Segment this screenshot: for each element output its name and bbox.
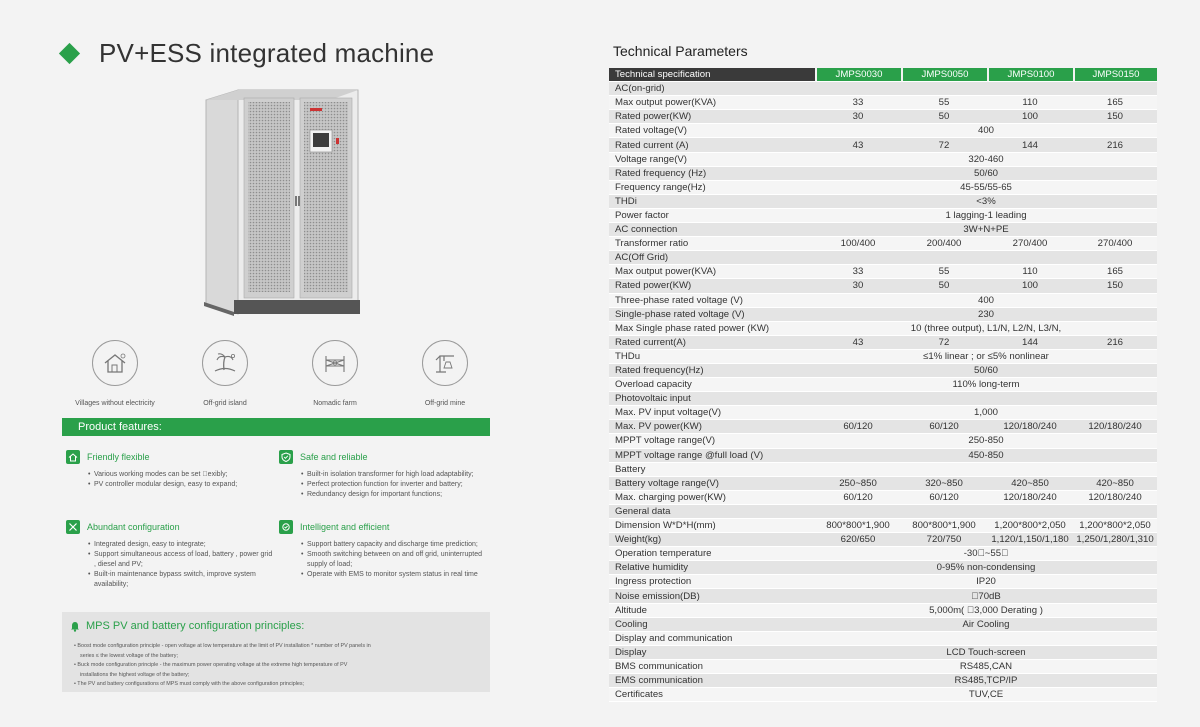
spec-value: 33	[815, 265, 901, 279]
feature-intelligent-efficient	[279, 520, 489, 580]
spec-value: 1,250/1,280/1,310	[1073, 533, 1157, 547]
scenario-island	[170, 340, 280, 407]
spec-value: 400	[815, 124, 1157, 138]
spec-header-label: Technical specification	[609, 68, 815, 82]
spec-value: 144	[987, 336, 1073, 350]
spec-label: Transformer ratio	[609, 237, 815, 251]
spec-value: 120/180/240	[987, 420, 1073, 434]
spec-label: Operation temperature	[609, 547, 815, 561]
spec-value: 50/60	[815, 364, 1157, 378]
spec-label: Noise emission(DB)	[609, 589, 815, 603]
feature-list	[66, 470, 276, 490]
feature-title: Friendly flexible	[87, 452, 150, 462]
spec-value: 50	[901, 279, 987, 293]
spec-section-fill	[815, 632, 1157, 646]
scenario-label: Nomadic farm	[313, 400, 357, 407]
spec-value: 270/400	[1073, 237, 1157, 251]
spec-value: 10 (three output), L1/N, L2/N, L3/N,	[815, 322, 1157, 336]
spec-label: AC(on-grid)	[609, 82, 815, 96]
spec-value: RS485,TCP/IP	[815, 674, 1157, 688]
spec-value: LCD Touch-screen	[815, 646, 1157, 660]
spec-label: Certificates	[609, 688, 815, 702]
mps-line: • The PV and battery configurations of MPS must comply with the above configuration principles;	[74, 681, 305, 688]
spec-row	[609, 308, 1157, 322]
feature-item: • Built-in isolation transformer for high load adaptability;	[301, 470, 489, 480]
feature-item: • Redundancy design for important functions;	[301, 490, 489, 500]
spec-value: -30 ~55 	[815, 547, 1157, 561]
model-header: JMPS0030	[815, 68, 901, 82]
spec-row	[609, 223, 1157, 237]
spec-row	[609, 477, 1157, 491]
spec-row	[609, 294, 1157, 308]
spec-value: 60/120	[815, 420, 901, 434]
spec-label: Max output power(KVA)	[609, 96, 815, 110]
spec-label: Single-phase rated voltage (V)	[609, 308, 815, 322]
spec-row	[609, 167, 1157, 181]
spec-value: 720/750	[901, 533, 987, 547]
spec-value: 5,000m(  3,000 Derating )	[815, 604, 1157, 618]
spec-section-row	[609, 251, 1157, 265]
model-header: JMPS0100	[987, 68, 1073, 82]
spec-value: 72	[901, 336, 987, 350]
spec-value: TUV,CE	[815, 688, 1157, 702]
spec-value: 1,200*800*2,050	[1073, 519, 1157, 533]
brochure-right-page	[600, 0, 1200, 727]
house-icon	[92, 340, 138, 386]
spec-section-row	[609, 463, 1157, 477]
spec-value: 150	[1073, 110, 1157, 124]
mps-title: MPS PV and battery configuration principles:	[86, 620, 305, 632]
spec-value: 30	[815, 279, 901, 293]
spec-value: 30	[815, 110, 901, 124]
bell-icon	[70, 621, 80, 632]
spec-section-fill	[815, 463, 1157, 477]
spec-label: Power factor	[609, 209, 815, 223]
spec-value: 120/180/240	[987, 491, 1073, 505]
tools-icon	[66, 520, 80, 534]
feature-title: Safe and reliable	[300, 452, 368, 462]
spec-value: 50/60	[815, 167, 1157, 181]
feature-list	[279, 540, 489, 580]
scenario-label: Villages without electricity	[75, 400, 155, 407]
spec-value: 110	[987, 96, 1073, 110]
feature-safe-reliable	[279, 450, 489, 500]
island-icon	[202, 340, 248, 386]
spec-row	[609, 674, 1157, 688]
shield-icon	[279, 450, 293, 464]
spec-row	[609, 279, 1157, 293]
spec-label: Max. PV power(KW)	[609, 420, 815, 434]
spec-label: Rated frequency (Hz)	[609, 167, 815, 181]
spec-label: THDu	[609, 350, 815, 364]
spec-value: 55	[901, 265, 987, 279]
spec-value: 800*800*1,900	[901, 519, 987, 533]
scenario-farm	[280, 340, 390, 407]
spec-value: 110	[987, 265, 1073, 279]
spec-value: 270/400	[987, 237, 1073, 251]
spec-label: AC(Off Grid)	[609, 251, 815, 265]
spec-value: 55	[901, 96, 987, 110]
spec-label: Voltage range(V)	[609, 153, 815, 167]
spec-value: 165	[1073, 265, 1157, 279]
feature-item: • Operate with EMS to monitor system status in real time	[301, 570, 489, 580]
model-header: JMPS0050	[901, 68, 987, 82]
page-title: PV+ESS integrated machine	[99, 38, 435, 68]
feature-title: Intelligent and efficient	[300, 522, 390, 532]
spec-value: 100	[987, 279, 1073, 293]
spec-row	[609, 491, 1157, 505]
spec-section-row	[609, 392, 1157, 406]
spec-label: THDi	[609, 195, 815, 209]
spec-row	[609, 688, 1157, 702]
spec-value: 43	[815, 336, 901, 350]
spec-label: Ingress protection	[609, 575, 815, 589]
spec-value: 144	[987, 138, 1073, 152]
spec-row	[609, 406, 1157, 420]
technical-parameters-title: Technical Parameters	[613, 43, 748, 59]
spec-value: 43	[815, 138, 901, 152]
spec-row	[609, 561, 1157, 575]
feature-abundant-configuration	[66, 520, 276, 590]
spec-value: 100/400	[815, 237, 901, 251]
spec-label: Rated power(KW)	[609, 279, 815, 293]
spec-label: Frequency range(Hz)	[609, 181, 815, 195]
spec-label: Display and communication	[609, 632, 815, 646]
spec-section-fill	[815, 505, 1157, 519]
spec-label: Dimension W*D*H(mm)	[609, 519, 815, 533]
spec-label: Overload capacity	[609, 378, 815, 392]
spec-value:  70dB	[815, 589, 1157, 603]
home-icon	[66, 450, 80, 464]
spec-label: Relative humidity	[609, 561, 815, 575]
spec-value: 250~850	[815, 477, 901, 491]
spec-value: 45-55/55-65	[815, 181, 1157, 195]
scenario-label: Off-grid mine	[424, 400, 466, 407]
spec-value: 110% long-term	[815, 378, 1157, 392]
spec-value: 216	[1073, 138, 1157, 152]
spec-label: Rated power(KW)	[609, 110, 815, 124]
spec-section-fill	[815, 82, 1157, 96]
spec-section-fill	[815, 392, 1157, 406]
scenario-mine	[390, 340, 500, 407]
spec-row	[609, 265, 1157, 279]
spec-label: Max. PV input voltage(V)	[609, 406, 815, 420]
spec-value: 1 lagging-1 leading	[815, 209, 1157, 223]
feature-list	[279, 470, 489, 500]
spec-label: MPPT voltage range @full load (V)	[609, 449, 815, 463]
spec-value: 1,200*800*2,050	[987, 519, 1073, 533]
spec-value: 60/120	[815, 491, 901, 505]
spec-value: 420~850	[1073, 477, 1157, 491]
spec-value: 50	[901, 110, 987, 124]
model-header: JMPS0150	[1073, 68, 1157, 82]
mps-line: • Boost mode configuration principle - open voltage at low temperature at the limit of PV installation * number of PV panels in	[74, 643, 371, 649]
mps-line: • Buck mode configuration principle - the maximum power operating voltage at the extreme high temperature of PV	[74, 662, 348, 669]
spec-value: 120/180/240	[1073, 491, 1157, 505]
spec-section-row	[609, 82, 1157, 96]
spec-value: 320~850	[901, 477, 987, 491]
spec-value: 250-850	[815, 434, 1157, 448]
spec-value: 230	[815, 308, 1157, 322]
feature-item: • Integrated design, easy to integrate;	[88, 540, 276, 550]
spec-section-fill	[815, 251, 1157, 265]
feature-item: • Support simultaneous access of load, battery , power grid , diesel and PV;	[88, 550, 276, 570]
spec-table	[609, 68, 1157, 702]
spec-label: Altitude	[609, 604, 815, 618]
feature-item: • PV controller modular design, easy to expand;	[88, 480, 276, 490]
spec-label: Rated current (A)	[609, 138, 815, 152]
spec-row	[609, 138, 1157, 152]
spec-label: Cooling	[609, 618, 815, 632]
spec-label: Battery	[609, 463, 815, 477]
spec-row	[609, 350, 1157, 364]
feature-item: • Built-in maintenance bypass switch, improve system availability;	[88, 570, 276, 590]
spec-value: 320-460	[815, 153, 1157, 167]
spec-row	[609, 533, 1157, 547]
spec-row	[609, 575, 1157, 589]
feature-title: Abundant configuration	[87, 522, 180, 532]
spec-label: Display	[609, 646, 815, 660]
spec-value: 800*800*1,900	[815, 519, 901, 533]
spec-value: 1,000	[815, 406, 1157, 420]
mps-principles-box	[62, 612, 490, 692]
spec-row	[609, 589, 1157, 603]
spec-label: AC connection	[609, 223, 815, 237]
spec-value: Air Cooling	[815, 618, 1157, 632]
product-features-bar: Product features:	[62, 418, 490, 436]
spec-label: MPPT voltage range(V)	[609, 434, 815, 448]
spec-section-row	[609, 505, 1157, 519]
mine-crane-icon	[422, 340, 468, 386]
spec-row	[609, 322, 1157, 336]
spec-value: 72	[901, 138, 987, 152]
spec-row	[609, 660, 1157, 674]
spec-value: IP20	[815, 575, 1157, 589]
spec-value: 620/650	[815, 533, 901, 547]
mps-line: series ≤ the lowest voltage of the battery;	[80, 652, 178, 659]
spec-row	[609, 209, 1157, 223]
spec-value: ≤1% linear ; or ≤5% nonlinear	[815, 350, 1157, 364]
spec-value: <3%	[815, 195, 1157, 209]
spec-row	[609, 96, 1157, 110]
spec-row	[609, 124, 1157, 138]
spec-value: 150	[1073, 279, 1157, 293]
spec-row	[609, 604, 1157, 618]
feature-item: • Support battery capacity and discharge time prediction;	[301, 540, 489, 550]
title-row	[62, 38, 434, 69]
spec-label: Three-phase rated voltage (V)	[609, 294, 815, 308]
spec-value: 450-850	[815, 449, 1157, 463]
spec-section-row	[609, 632, 1157, 646]
pv-ess-cabinet-image	[198, 86, 368, 326]
spec-row	[609, 195, 1157, 209]
spec-row	[609, 449, 1157, 463]
scenario-icons-row	[60, 340, 500, 407]
spec-value: 60/120	[901, 491, 987, 505]
spec-row	[609, 547, 1157, 561]
mps-line: installations the highest voltage of the battery;	[80, 671, 190, 678]
spec-value: 400	[815, 294, 1157, 308]
spec-row	[609, 153, 1157, 167]
spec-label: Rated current(A)	[609, 336, 815, 350]
spec-value: 100	[987, 110, 1073, 124]
spec-row	[609, 110, 1157, 124]
spec-label: Battery voltage range(V)	[609, 477, 815, 491]
feature-item: • Smooth switching between on and off grid, uninterrupted supply of load;	[301, 550, 489, 570]
spec-label: Weight(kg)	[609, 533, 815, 547]
farm-fence-icon	[312, 340, 358, 386]
spec-value: 200/400	[901, 237, 987, 251]
gear-check-icon	[279, 520, 293, 534]
spec-header-row	[609, 68, 1157, 82]
spec-row	[609, 646, 1157, 660]
scenario-villages	[60, 340, 170, 407]
spec-value: 165	[1073, 96, 1157, 110]
spec-value: 420~850	[987, 477, 1073, 491]
scenario-label: Off-grid island	[203, 400, 247, 407]
spec-value: 1,120/1,150/1,180	[987, 533, 1073, 547]
spec-label: Rated frequency(Hz)	[609, 364, 815, 378]
spec-value: 216	[1073, 336, 1157, 350]
spec-label: Max. charging power(KW)	[609, 491, 815, 505]
spec-label: BMS communication	[609, 660, 815, 674]
spec-label: EMS communication	[609, 674, 815, 688]
spec-value: RS485,CAN	[815, 660, 1157, 674]
spec-row	[609, 364, 1157, 378]
spec-label: Photovoltaic input	[609, 392, 815, 406]
spec-label: Max output power(KVA)	[609, 265, 815, 279]
spec-row	[609, 181, 1157, 195]
spec-row	[609, 420, 1157, 434]
spec-label: Max Single phase rated power (KW)	[609, 322, 815, 336]
spec-row	[609, 336, 1157, 350]
spec-value: 33	[815, 96, 901, 110]
spec-label: General data	[609, 505, 815, 519]
spec-value: 120/180/240	[1073, 420, 1157, 434]
feature-friendly-flexible	[66, 450, 276, 490]
feature-item: • Various working modes can be set  exibly;	[88, 470, 276, 480]
spec-row	[609, 434, 1157, 448]
spec-row	[609, 519, 1157, 533]
feature-list	[66, 540, 276, 590]
spec-value: 60/120	[901, 420, 987, 434]
spec-value: 3W+N+PE	[815, 223, 1157, 237]
spec-row	[609, 237, 1157, 251]
diamond-bullet-icon	[59, 43, 80, 64]
spec-label: Rated voltage(V)	[609, 124, 815, 138]
mps-text	[74, 642, 484, 690]
feature-item: • Perfect protection function for inverter and battery;	[301, 480, 489, 490]
spec-row	[609, 618, 1157, 632]
spec-row	[609, 378, 1157, 392]
spec-value: 0-95% non-condensing	[815, 561, 1157, 575]
